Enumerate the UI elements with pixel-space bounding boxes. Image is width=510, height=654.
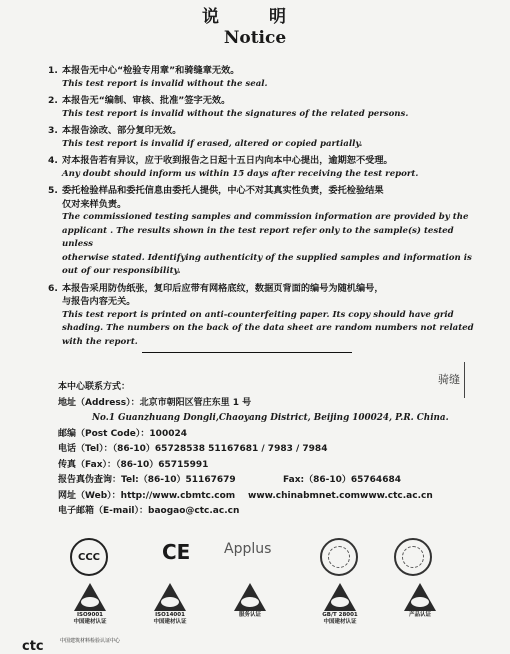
notice-number: 4.	[48, 155, 58, 166]
ctc-brand-text: 中国建筑材料检验认证中心	[60, 638, 121, 644]
notice-number: 6.	[48, 282, 58, 294]
page-title-en: Notice	[223, 28, 287, 48]
web-row	[58, 489, 478, 505]
certification-logo	[390, 582, 450, 619]
ctc-triangle-icon	[73, 582, 107, 612]
certification-code: ISO14001	[155, 612, 185, 618]
notice-text-en: This test report is invalid without the seal.	[62, 78, 268, 89]
ce-mark-logo: CE	[162, 540, 191, 564]
certification-code: GB/T 28001	[322, 612, 358, 618]
email-link[interactable]: baogao@ctc.ac.cn	[148, 506, 240, 516]
notice-text-cn: 1. 本报告无中心“检验专用章”和骑缝章无效。	[48, 65, 240, 76]
ccc-logo: CCC	[70, 538, 108, 576]
certification-logo	[220, 582, 280, 619]
web-link-cbmtc[interactable]: http://www.cbmtc.com	[120, 490, 236, 501]
notice-text-cn: 2. 本报告无“编制、审核、批准”签字无效。	[48, 95, 231, 106]
web-label: 网址（Web）：	[58, 490, 121, 501]
notice-number: 3.	[48, 125, 58, 136]
fax-row	[58, 458, 478, 474]
contact-heading: 本中心联系方式：	[58, 382, 131, 392]
certification-label: 服务认证	[238, 612, 261, 618]
notice-text-en: Any doubt should inform us within 15 days after receiving the test report.	[62, 168, 419, 179]
ctc-brand: ctc	[22, 639, 44, 654]
certification-logo	[60, 582, 120, 626]
notice-text-en: applicant . The results shown in the test report refer only to the sample(s) tested unless	[62, 225, 454, 249]
notice-text-cn: 仅对来样负责。	[62, 198, 127, 210]
divider	[142, 352, 352, 353]
notice-text-en: This test report is invalid if erased, altered or copied partially.	[62, 138, 363, 149]
report-query-label: 报告真伪查询：	[58, 475, 122, 485]
certification-label: 中国建材认证	[153, 619, 187, 625]
email-row	[58, 504, 478, 520]
notice-text-en: out of our responsibility.	[62, 266, 181, 276]
applus-logo: Applus	[224, 541, 272, 557]
ctc-footer-logo	[22, 635, 121, 654]
notice-text-en: The commissioned testing samples and commission information are provided by the	[62, 212, 469, 222]
seam-seal-mark: 骑缝	[438, 362, 465, 398]
fax-value: （86-10）65715991	[116, 459, 209, 470]
web-link-chinabmnet[interactable]: www.chinabmnet.com	[248, 490, 361, 501]
ctc-triangle-icon	[403, 582, 437, 612]
email-label: 电子邮箱（E-mail）：	[58, 506, 149, 516]
tel-label: 电话（Tel）：	[58, 444, 113, 454]
notice-text-cn: 5. 委托检验样品和委托信息由委托人提供，中心不对其真实性负责，委托检验结果	[48, 185, 384, 196]
certification-logo	[140, 582, 200, 626]
tel-value: （86-10）65728538 51167681 / 7983 / 7984	[112, 444, 328, 454]
ctc-triangle-icon	[233, 582, 267, 612]
certification-label: 中国建材认证	[73, 619, 107, 625]
notice-text-cn: 3. 本报告涂改、部分复印无效。	[48, 125, 182, 136]
page-title-cn: 说 明	[202, 7, 308, 27]
notice-text-en: shading. The numbers on the back of the data sheet are random numbers not related	[62, 323, 474, 333]
ctc-triangle-icon	[153, 582, 187, 612]
ctc-triangle-icon	[323, 582, 357, 612]
notice-number: 5.	[48, 185, 58, 196]
notice-item	[48, 184, 478, 279]
certification-code: ISO9001	[77, 612, 103, 618]
notice-item	[48, 94, 478, 121]
notice-text-cn: 4. 对本报告若有异议，应于收到报告之日起十五日内向本中心提出，逾期恕不受理。	[48, 155, 393, 166]
notice-item	[48, 282, 478, 350]
address-cn: 北京市朝阳区管庄东里 1 号	[139, 397, 252, 408]
notice-list	[48, 64, 478, 352]
report-query-fax: Fax:（86-10）65764684	[283, 475, 401, 485]
postcode-row	[58, 427, 478, 443]
contact-section	[58, 380, 478, 520]
address-row	[58, 396, 478, 412]
postcode-label: 邮编（Post Code）：	[58, 428, 150, 439]
notice-text-en: with the report.	[62, 336, 138, 347]
accreditation-seal-icon	[320, 538, 358, 576]
tel-row	[58, 442, 478, 458]
address-en-row	[58, 411, 478, 427]
notice-text-cn: 6. 本报告采用防伪纸张，复印后应带有网格底纹，数据页背面的编号为随机编号，	[48, 282, 384, 294]
notice-number: 1.	[48, 65, 58, 76]
report-query-tel: Tel:（86-10）51167679	[121, 475, 236, 485]
notice-item	[48, 64, 478, 91]
web-link-ctc[interactable]: www.ctc.ac.cn	[360, 490, 433, 501]
certification-logo	[310, 582, 370, 626]
notice-text-en: otherwise stated. Identifying authenticity of the supplied samples and information is	[62, 252, 472, 263]
fax-label: 传真（Fax）：	[58, 459, 116, 470]
address-en: No.1 Guanzhuang Dongli,Chaoyang District, Beijing 100024, P.R. China.	[92, 413, 449, 423]
notice-number: 2.	[48, 95, 58, 106]
certification-label: 产品认证	[408, 612, 431, 618]
notice-text-cn: 与报告内容无关。	[62, 296, 136, 307]
notice-text-en: This test report is invalid without the signatures of the related persons.	[62, 108, 409, 119]
certification-label: 中国建材认证	[323, 619, 357, 625]
notice-item	[48, 124, 478, 151]
address-label: 地址（Address）：	[58, 397, 140, 408]
notice-text-en: This test report is printed on anti-counterfeiting paper. Its copy should have grid	[62, 309, 454, 320]
accreditation-seal-icon	[394, 538, 432, 576]
report-query-row	[58, 473, 478, 489]
postcode-value: 100024	[149, 428, 187, 439]
notice-item	[48, 154, 478, 181]
